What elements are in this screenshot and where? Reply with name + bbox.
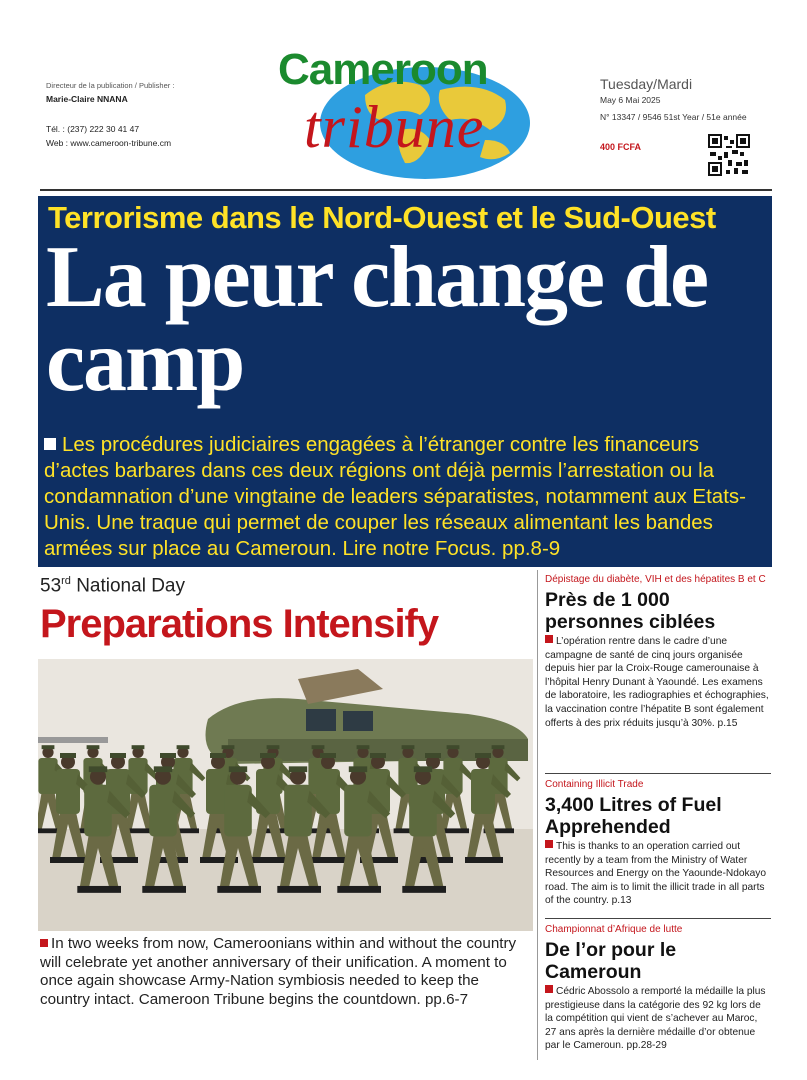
bullet-square-icon [44,438,56,450]
sidebar-headline: 3,400 Litres of Fuel Apprehended [545,794,722,838]
lead-summary [44,432,766,562]
sidebar-kicker: Containing Illicit Trade [545,779,644,790]
sidebar-body [545,985,771,1053]
lead-summary-text: Les procédures judiciaires engagées à l’étranger contre les financeurs d’actes barbares dans ces deux régions ont déjà permis l’arrestation ou la condamnation d’une vingtaine de leaders séparatistes, notamment aux Etats-Unis. Une traque qui permet de couper les réseaux alimentant les bandes armées sur place au Cameroun. Lire notre Focus. pp.8-9 [44,433,746,560]
bullet-square-icon [40,939,48,947]
national-day-number: 53 [40,575,62,597]
sidebar-kicker: Dépistage du diabète, VIH et des hépatites B et C [545,574,766,585]
sidebar-story-3 [545,924,771,1053]
day: Tuesday/Mardi [600,76,693,92]
website: Web : www.cameroon-tribune.cm [46,138,172,148]
logo-cameroon: Cameroon [278,45,488,94]
sidebar-divider [545,918,771,919]
national-day-text: National Day [70,575,185,597]
lead-kicker: Terrorisme dans le Nord-Ouest et le Sud-Ouest [48,200,716,235]
publisher-label: Directeur de la publication / Publisher : [46,81,175,90]
qr-code-icon [708,134,750,176]
price: 400 FCFA [600,142,642,152]
sidebar-body-text: Cédric Abossolo a remporté la médaille la plus prestigieuse dans la catégorie des 92 kg lors de la compétition qui vient de s’achever au Maroc, 27 ans après la dernière médaille d’or obtenue par le Cameroun. pp.28-29 [545,986,766,1052]
sidebar-story-1 [545,574,771,730]
lead-story [38,196,772,567]
sidebar-headline: De l’or pour le Cameroun [545,939,677,983]
logo-tribune: tribune [304,94,485,160]
sidebar-headline: Près de 1 000 personnes ciblées [545,589,716,633]
sidebar-story-2 [545,779,771,908]
main-story-body [40,935,532,1009]
lead-headline: La peur change de camp [46,229,708,410]
date: May 6 Mai 2025 [600,95,661,105]
telephone: Tél. : (237) 222 30 41 47 [46,124,140,134]
main-story-text: In two weeks from now, Cameroonians within and without the country will celebrate yet another anniversary of their unification. A moment to once again showcase Army-Nation symbiosis needed to keep the country intact. Cameroon Tribune begins the countdown. pp.6-7 [40,935,517,1008]
national-day-ordinal: rd [61,575,71,587]
bullet-square-icon [545,840,553,848]
soldiers-parade-photo [38,659,533,931]
sidebar-body [545,635,771,730]
sidebar-body-text: L’opération rentre dans le cadre d’une campagne de santé de cinq jours organisée depuis hier par la Croix-Rouge camerounaise à l’hôpital Henry Dunant à Yaoundé. Les examens de laboratoire, les radiographies et échographies, la vaccination contre l’hépatite B sont également offerts à des prix réduits jusqu’à 30%. p.15 [545,636,769,729]
main-story-headline: Preparations Intensify [40,602,439,646]
issue-number: N° 13347 / 9546 51st Year / 51e année [600,112,747,122]
national-day-label [40,575,185,597]
sidebar-body [545,840,771,908]
column-divider [537,570,538,1060]
bullet-square-icon [545,985,553,993]
bullet-square-icon [545,635,553,643]
sidebar-divider [545,773,771,774]
masthead-logo [270,45,545,185]
publisher-name: Marie-Claire NNANA [46,94,128,104]
header-divider [40,189,772,191]
sidebar-kicker: Championnat d’Afrique de lutte [545,924,683,935]
sidebar-body-text: This is thanks to an operation carried out recently by a team from the Ministry of Water Resources and Energy on the Yaounde-Ndokayo road. The aim is to limit the illicit trade in all parts of the country. p.13 [545,841,767,907]
